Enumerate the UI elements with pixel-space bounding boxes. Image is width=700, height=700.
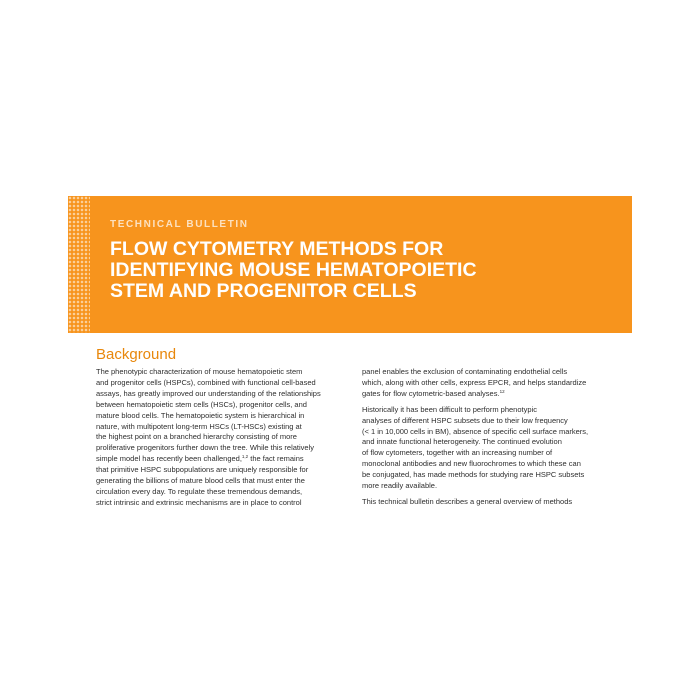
text-line: circulation every day. To regulate these tremendous demands,	[96, 486, 303, 496]
text-line: nature, with multipotent long-term HSCs (LT-HSCs) existing at	[96, 421, 302, 431]
title-line: STEM AND PROGENITOR CELLS	[110, 280, 417, 302]
text-line: and innate functional heterogeneity. The continued evolution	[362, 437, 562, 447]
text-line: analyses of different HSPC subsets due to their low frequency	[362, 415, 568, 425]
text-line: panel enables the exclusion of contaminating endothelial cells	[362, 367, 568, 376]
text-line	[362, 389, 607, 400]
text-line: (< 1 in 10,000 cells in BM), absence of specific cell surface markers,	[362, 426, 589, 436]
text-line: the highest point on a branched hierarchy consisting of more	[96, 432, 297, 442]
citation-superscript: 12	[499, 388, 505, 394]
text-fragment: the fact remains	[248, 454, 304, 464]
title-line: FLOW CYTOMETRY METHODS FOR	[110, 238, 444, 260]
text-line: monoclonal antibodies and new fluorochromes to which these can	[362, 459, 581, 469]
document-title	[110, 239, 610, 302]
text-line: which, along with other cells, express EPCR, and helps standardize	[362, 377, 587, 387]
title-banner	[68, 196, 632, 333]
left-text-column	[96, 367, 341, 514]
text-line: more readily available.	[362, 481, 438, 491]
text-line: generating the billions of mature blood cells that must enter the	[96, 476, 305, 486]
text-line: The phenotypic characterization of mouse hematopoietic stem	[96, 367, 303, 376]
text-line: Historically it has been difficult to perform phenotypic	[362, 404, 537, 414]
text-line: be conjugated, has made methods for studying rare HSPC subsets	[362, 470, 585, 480]
text-line: and progenitor cells (HSPCs), combined with functional cell-based	[96, 377, 316, 387]
text-line: of flow cytometers, together with an increasing number of	[362, 448, 553, 458]
title-line: IDENTIFYING MOUSE HEMATOPOIETIC	[110, 259, 477, 281]
text-line: that primitive HSPC subpopulations are uniquely responsible for	[96, 465, 309, 475]
text-line: mature blood cells. The hematopoietic system is hierarchical in	[96, 410, 305, 420]
citation-superscript: 1,2	[241, 454, 249, 460]
text-line: assays, has greatly improved our understanding of the relationships	[96, 388, 321, 398]
text-line: proliferative progenitors further down the tree. While this relatively	[96, 443, 315, 453]
paragraph	[362, 405, 607, 492]
text-line: between hematopoietic stem cells (HSCs), progenitor cells, and	[96, 399, 307, 409]
paragraph	[362, 497, 607, 508]
dot-pattern-decoration	[68, 196, 90, 333]
paragraph	[96, 367, 341, 509]
text-fragment: simple model has recently been challenged,	[96, 454, 242, 464]
right-text-column	[362, 367, 607, 513]
text-fragment: gates for flow cytometric-based analyses.	[362, 388, 500, 398]
text-line	[96, 454, 341, 465]
text-line: strict intrinsic and extrinsic mechanisms are in place to control	[96, 497, 302, 507]
paragraph	[362, 367, 607, 400]
section-heading-background: Background	[96, 346, 177, 363]
text-line: This technical bulletin describes a general overview of methods	[362, 496, 573, 506]
document-type-label: TECHNICAL BULLETIN	[110, 219, 249, 230]
